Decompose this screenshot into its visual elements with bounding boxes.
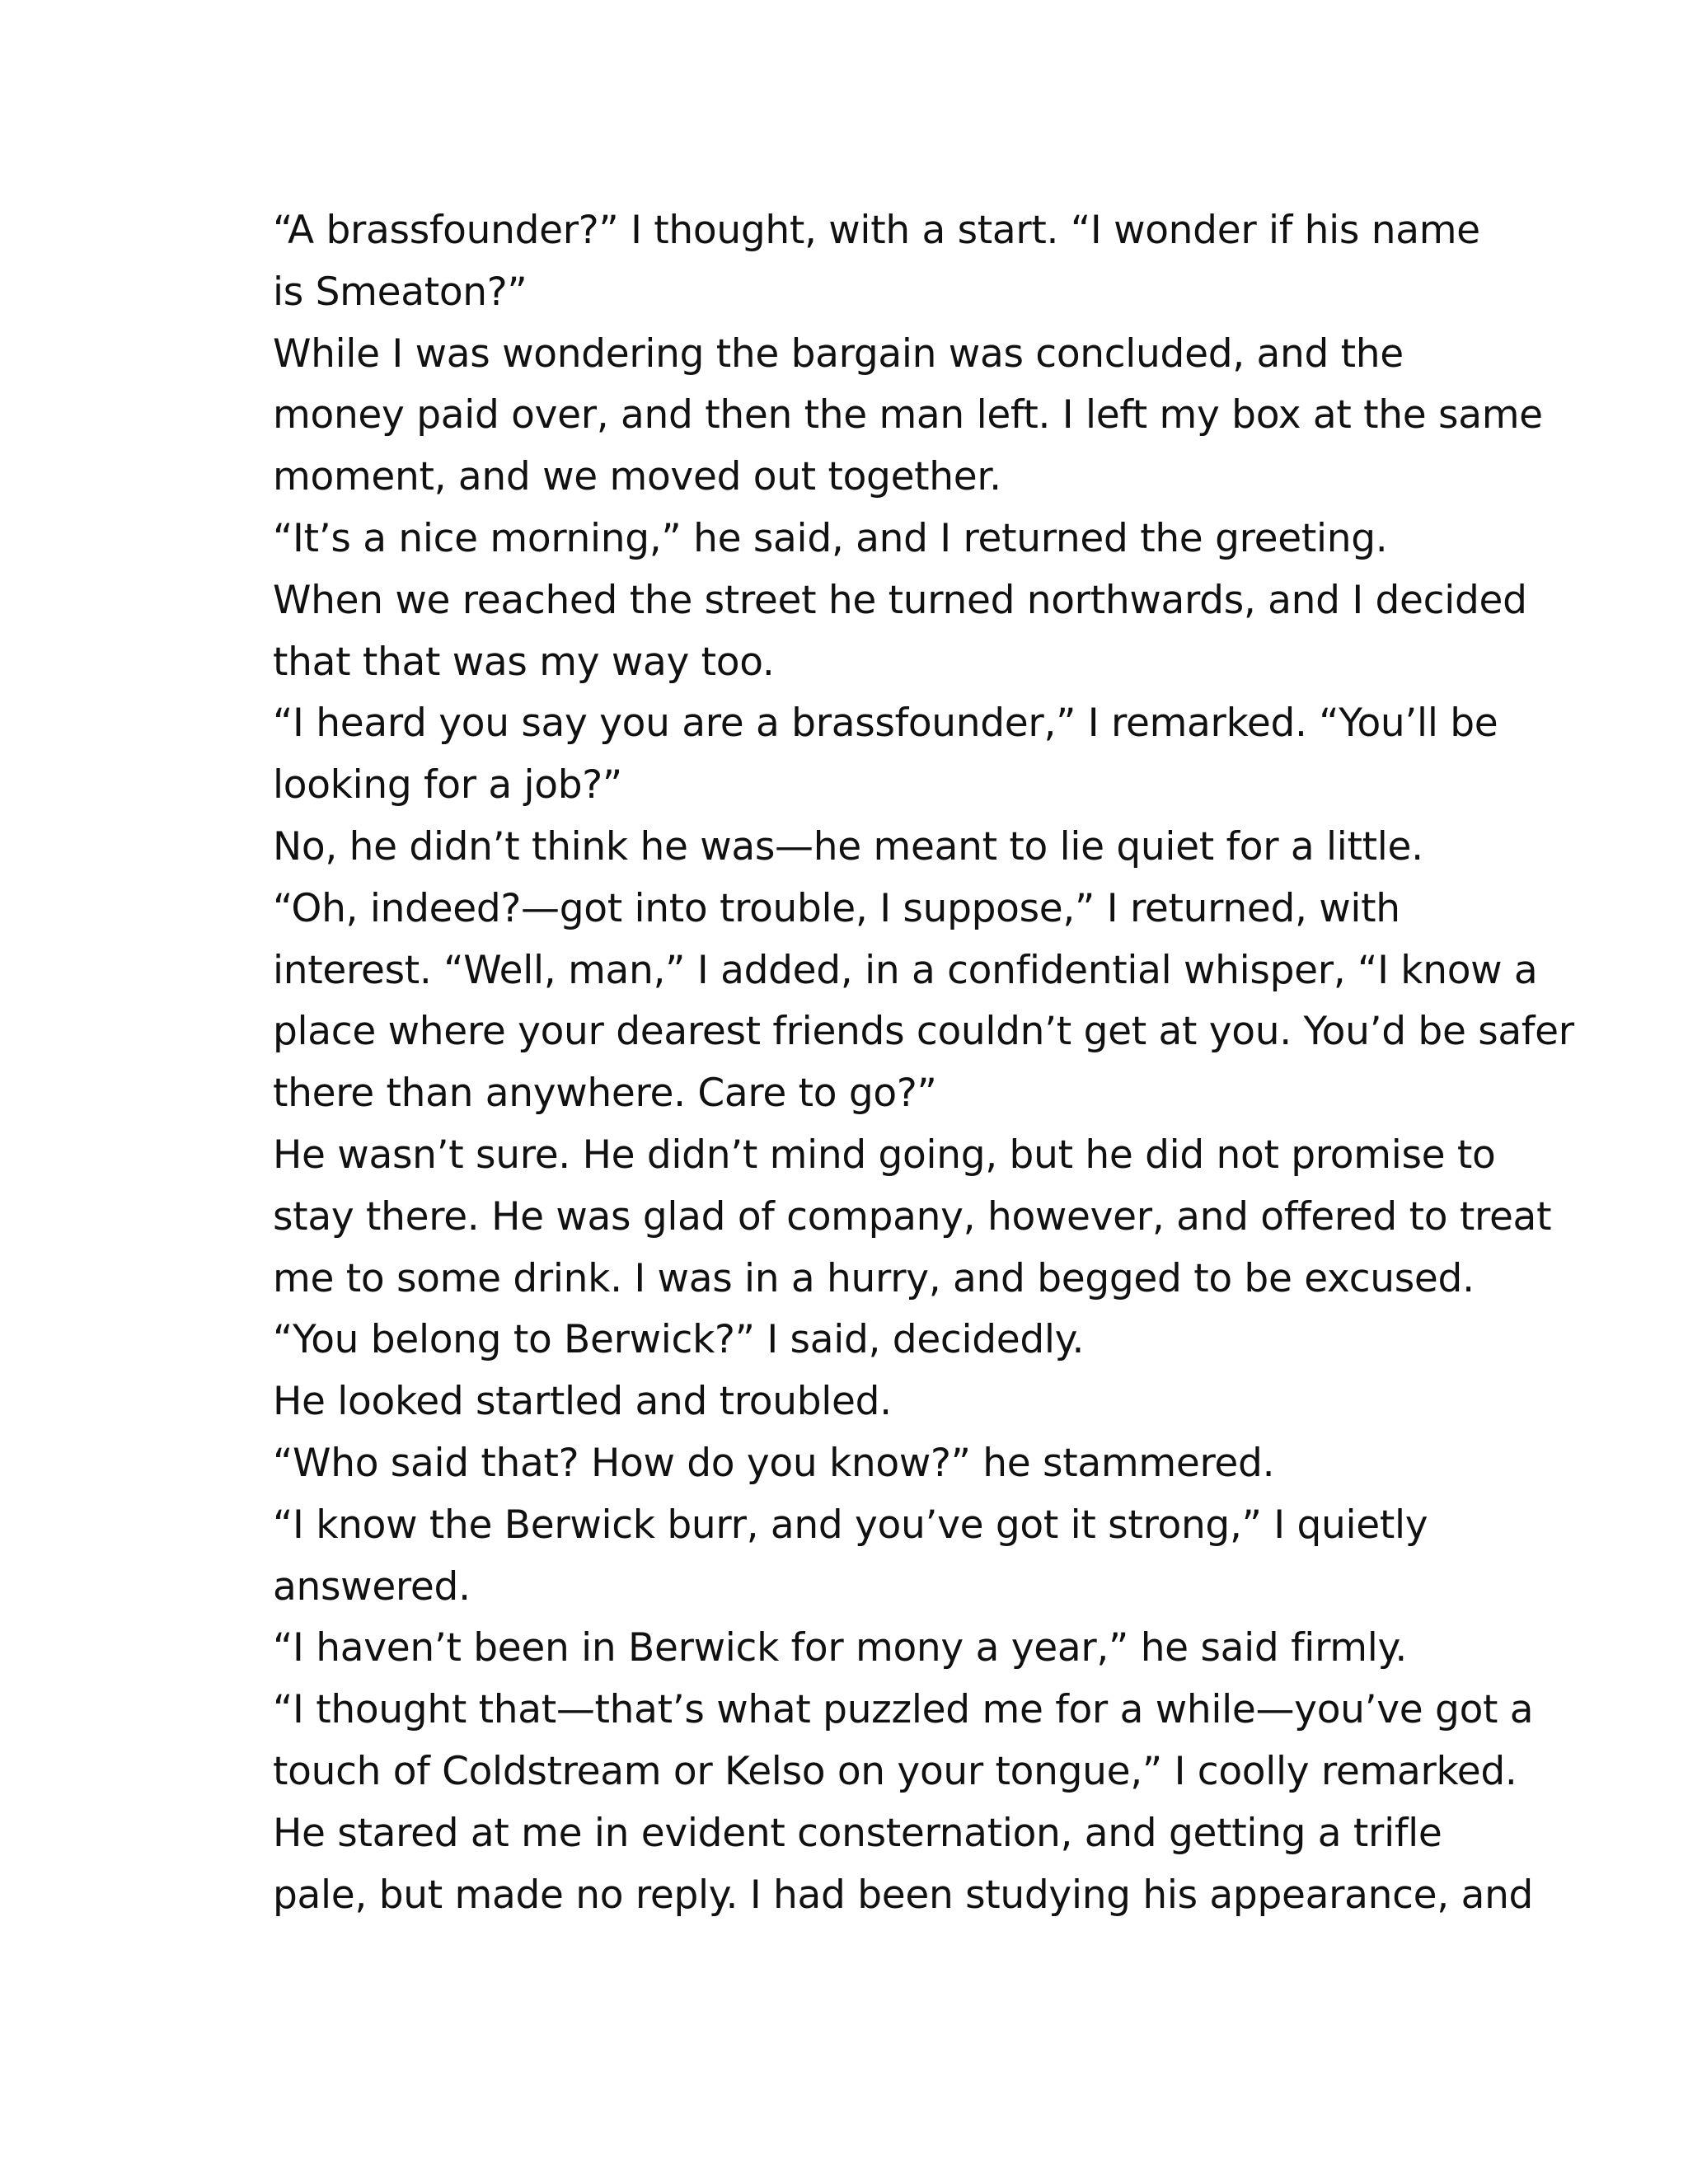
text-line: me to some drink. I was in a hurry, and begged to be excused. — [273, 1255, 1475, 1301]
text-line: is Smeaton?” — [273, 269, 528, 315]
text-line: “Who said that? How do you know?” he stammered. — [273, 1440, 1275, 1486]
text-line: “It’s a nice morning,” he said, and I returned the greeting. — [273, 515, 1388, 561]
text-line: “I thought that—that’s what puzzled me for a while—you’ve got a — [273, 1687, 1534, 1733]
text-line: “I know the Berwick burr, and you’ve got it strong,” I quietly — [273, 1502, 1428, 1548]
text-line: pale, but made no reply. I had been studying his appearance, and — [273, 1872, 1534, 1918]
text-line: When we reached the street he turned northwards, and I decided — [273, 577, 1527, 623]
text-line: that that was my way too. — [273, 639, 775, 685]
text-line: “I haven’t been in Berwick for mony a year,” he said firmly. — [273, 1625, 1407, 1671]
text-line: looking for a job?” — [273, 762, 622, 808]
text-line: stay there. He was glad of company, however, and offered to treat — [273, 1193, 1552, 1240]
text-line: money paid over, and then the man left. I left my box at the same — [273, 392, 1543, 438]
text-line: place where your dearest friends couldn’t get at you. You’d be safer — [273, 1009, 1574, 1055]
paragraph — [211, 1371, 1497, 1433]
text-line: touch of Coldstream or Kelso on your tongue,” I coolly remarked. — [273, 1748, 1517, 1794]
text-line: No, he didn’t think he was—he meant to lie quiet for a little. — [273, 823, 1423, 869]
paragraph — [211, 1433, 1497, 1495]
paragraph — [211, 324, 1543, 509]
paragraph — [211, 1125, 1552, 1310]
paragraph — [211, 570, 1527, 694]
paragraph — [211, 693, 1497, 817]
text-line: “I heard you say you are a brassfounder,” I remarked. “You’ll be — [273, 701, 1498, 747]
paragraph — [211, 879, 1574, 1125]
paragraph — [211, 1803, 1534, 1927]
text-line: “A brassfounder?” I thought, with a start. “I wonder if his name — [273, 208, 1480, 253]
paragraph — [211, 1618, 1497, 1680]
paragraph — [211, 509, 1497, 570]
text-line: “Oh, indeed?—got into trouble, I suppose,” I returned, with — [273, 885, 1400, 931]
text-line: “You belong to Berwick?” I said, decidedly. — [273, 1317, 1085, 1363]
text-line: answered. — [273, 1563, 471, 1610]
text-line: interest. “Well, man,” I added, in a confidential whisper, “I know a — [273, 947, 1538, 993]
text-line: While I was wondering the bargain was concluded, and the — [273, 330, 1404, 377]
text-line: moment, and we moved out together. — [273, 454, 1001, 500]
body-text — [211, 200, 1574, 1926]
paragraph — [211, 1310, 1497, 1371]
text-line: He looked startled and troubled. — [273, 1379, 892, 1425]
text-line: there than anywhere. Care to go?” — [273, 1071, 937, 1117]
paragraph — [211, 1495, 1497, 1619]
paragraph — [211, 817, 1497, 879]
text-line: He stared at me in evident consternation, and getting a trifle — [273, 1810, 1442, 1856]
paragraph — [211, 200, 1497, 324]
text-line: He wasn’t sure. He didn’t mind going, but he did not promise to — [273, 1132, 1496, 1178]
paragraph — [211, 1680, 1534, 1803]
